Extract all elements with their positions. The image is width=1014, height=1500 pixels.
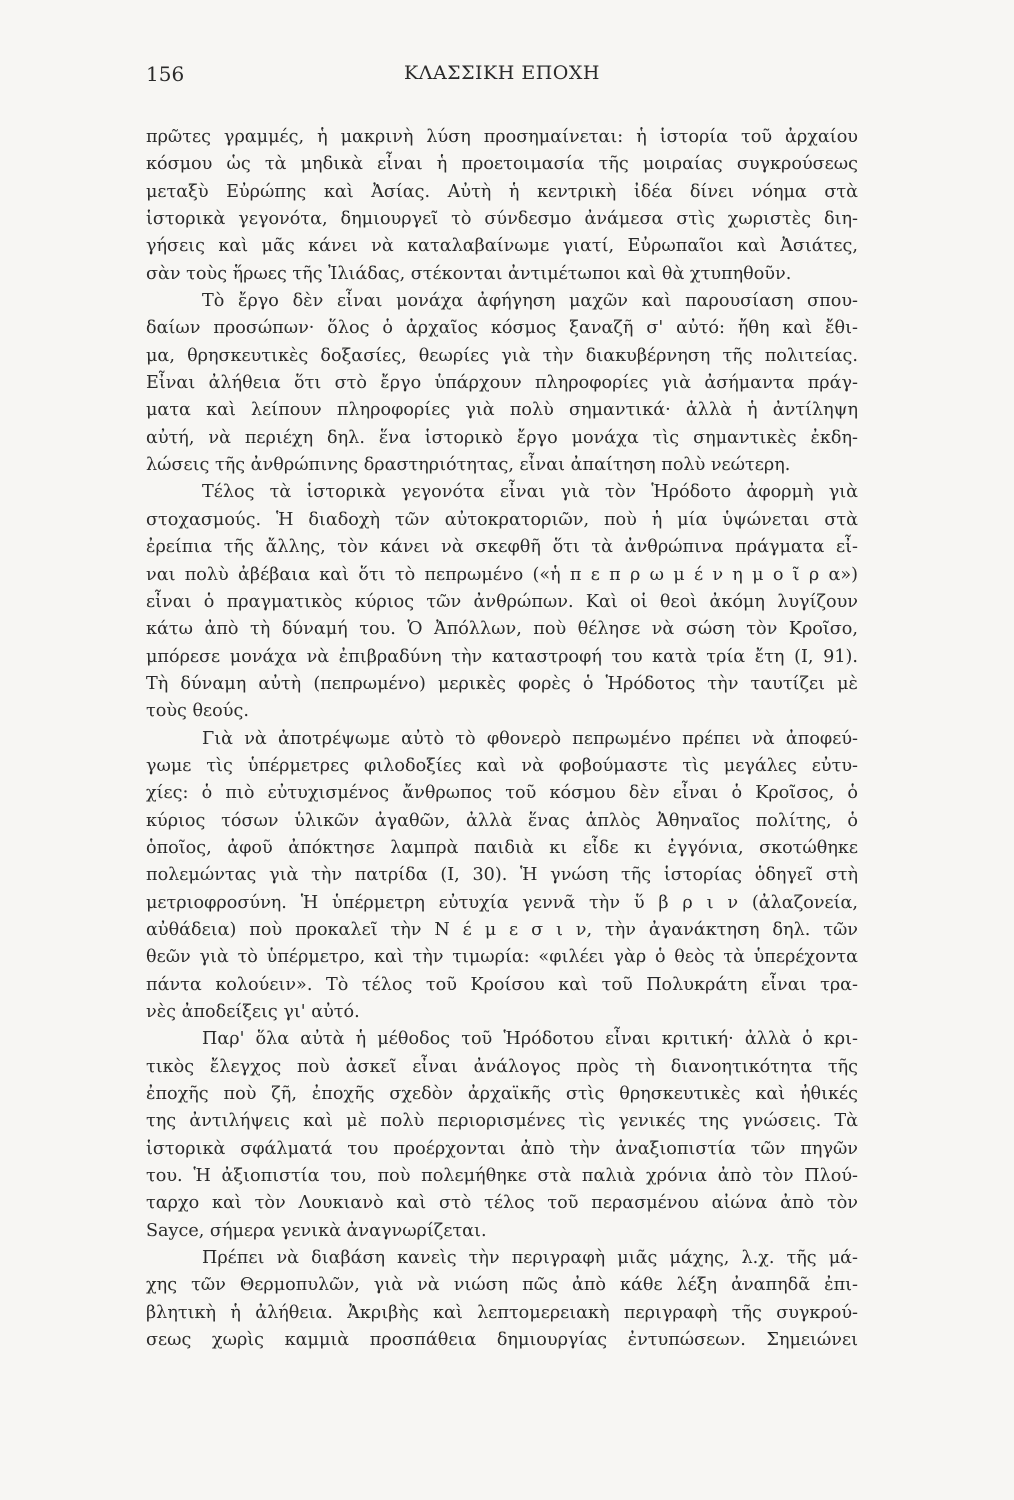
text-line: κύριος τόσων ὑλικῶν ἀγαθῶν, ἀλλὰ ἕνας ἁπλὸς Ἀθηναῖος πολίτης, ὁ <box>146 810 858 831</box>
text-line: κόσμου ὡς τὰ μηδικὰ εἶναι ἡ προετοιμασία τῆς μοιραίας συγκρούσεως <box>146 154 858 175</box>
text-line: μεταξὺ Εὐρώπης καὶ Ἀσίας. Αὐτὴ ἡ κεντρικὴ ἰδέα δίνει νόημα στὰ <box>146 181 858 202</box>
text-line: πρῶτες γραμμές, ἡ μακρινὴ λύση προσημαίνεται: ἡ ἱστορία τοῦ ἀρχαίου <box>146 127 858 147</box>
text-line: τικὸς ἔλεγχος ποὺ ἀσκεῖ εἶναι ἀνάλογος πρὸς τὴ διανοητικότητα τῆς <box>146 1056 858 1077</box>
text-line: Τέλος τὰ ἱστορικὰ γεγονότα εἶναι γιὰ τὸν Ἡρόδοτο ἀφορμὴ γιὰ <box>202 482 858 503</box>
body-text <box>146 124 858 1354</box>
text-line: Εἶναι ἀλήθεια ὅτι στὸ ἔργο ὑπάρχουν πληροφορίες γιὰ ἀσήμαντα πράγ- <box>146 373 858 394</box>
page-number: 156 <box>146 62 185 86</box>
text-line: κάτω ἀπὸ τὴ δύναμή του. Ὁ Ἀπόλλων, ποὺ θέλησε νὰ σώση τὸν Κροῖσο, <box>146 619 858 640</box>
text-line: ἱστορικὰ σφάλματά του προέρχονται ἀπὸ τὴν ἀναξιοπιστία τῶν πηγῶν <box>146 1138 858 1159</box>
page-header <box>146 62 858 92</box>
text-line: ὁποῖος, ἀφοῦ ἀπόκτησε λαμπρὰ παιδιὰ κι εἶδε κι ἐγγόνια, σκοτώθηκε <box>146 837 858 858</box>
text-line: πολεμώντας γιὰ τὴν πατρίδα (I, 30). Ἡ γνώση τῆς ἱστορίας ὁδηγεῖ στὴ <box>146 865 858 886</box>
text-line: λώσεις τῆς ἀνθρώπινης δραστηριότητας, εἶναι ἀπαίτηση πολὺ νεώτερη. <box>146 455 791 476</box>
text-line: νὲς ἀποδείξεις γι' αὐτό. <box>146 1002 360 1022</box>
text-line: χης τῶν Θερμοπυλῶν, γιὰ νὰ νιώση πῶς ἀπὸ κάθε λέξη ἀναπηδᾶ ἐπι- <box>146 1275 858 1296</box>
text-line: δαίων προσώπων· ὅλος ὁ ἀρχαῖος κόσμος ξαναζῆ σ' αὐτό: ἤθη καὶ ἔθι- <box>146 318 858 339</box>
text-line: σεως χωρὶς καμμιὰ προσπάθεια δημιουργίας ἐντυπώσεων. Σημειώνει <box>146 1330 858 1351</box>
text-line: εἶναι ὁ πραγματικὸς κύριος τῶν ἀνθρώπων. Καὶ οἱ θεοὶ ἀκόμη λυγίζουν <box>146 591 858 612</box>
text-line: Τὸ ἔργο δὲν εἶναι μονάχα ἀφήγηση μαχῶν καὶ παρουσίαση σπου- <box>202 291 858 312</box>
text-line: πάντα κολούειν». Τὸ τέλος τοῦ Κροίσου καὶ τοῦ Πολυκράτη εἶναι τρα- <box>146 974 858 995</box>
text-line: Παρ' ὅλα αὐτὰ ἡ μέθοδος τοῦ Ἡρόδοτου εἶναι κριτική· ἀλλὰ ὁ κρι- <box>202 1029 858 1050</box>
running-head: ΚΛΑΣΣΙΚΗ ΕΠΟΧΗ <box>404 62 600 84</box>
text-line: ναι πολὺ ἀβέβαια καὶ ὅτι τὸ πεπρωμένο («ἡ π ε π ρ ω μ έ ν η μ ο ῖ ρ α») <box>146 564 858 585</box>
text-line: Γιὰ νὰ ἀποτρέψωμε αὐτὸ τὸ φθονερὸ πεπρωμένο πρέπει νὰ ἀποφεύ- <box>202 728 858 749</box>
text-line: γήσεις καὶ μᾶς κάνει νὰ καταλαβαίνωμε γιατί, Εὐρωπαῖοι καὶ Ἀσιάτες, <box>146 236 858 257</box>
text-line: στοχασμούς. Ἡ διαδοχὴ τῶν αὐτοκρατοριῶν, ποὺ ἡ μία ὑψώνεται στὰ <box>146 509 858 530</box>
text-line: ταρχο καὶ τὸν Λουκιανὸ καὶ στὸ τέλος τοῦ περασμένου αἰώνα ἀπὸ τὸν <box>146 1193 858 1214</box>
text-line: της ἀντιλήψεις καὶ μὲ πολὺ περιορισμένες τὶς γενικές της γνώσεις. Τὰ <box>146 1111 858 1132</box>
text-line: χίες: ὁ πιὸ εὐτυχισμένος ἄνθρωπος τοῦ κόσμου δὲν εἶναι ὁ Κροῖσος, ὁ <box>146 783 858 804</box>
text-line: βλητικὴ ἡ ἀλήθεια. Ἀκριβὴς καὶ λεπτομερειακὴ περιγραφὴ τῆς συγκρού- <box>146 1302 858 1323</box>
text-line: Πρέπει νὰ διαβάση κανεὶς τὴν περιγραφὴ μιᾶς μάχης, λ.χ. τῆς μά- <box>202 1248 858 1269</box>
text-line: του. Ἡ ἀξιοπιστία του, ποὺ πολεμήθηκε στὰ παλιὰ χρόνια ἀπὸ τὸν Πλού- <box>146 1166 858 1187</box>
text-line: ἐρείπια τῆς ἄλλης, τὸν κάνει νὰ σκεφθῆ ὅτι τὰ ἀνθρώπινα πράγματα εἶ- <box>146 537 858 558</box>
text-line: μπόρεσε μονάχα νὰ ἐπιβραδύνη τὴν καταστροφή του κατὰ τρία ἔτη (I, 91). <box>146 646 858 667</box>
text-line: μετριοφροσύνη. Ἡ ὑπέρμετρη εὐτυχία γεννᾶ τὴν ὕ β ρ ι ν (ἀλαζονεία, <box>146 892 858 913</box>
text-line: Sayce, σήμερα γενικὰ ἀναγνωρίζεται. <box>146 1220 487 1241</box>
text-line: μα, θρησκευτικὲς δοξασίες, θεωρίες γιὰ τὴν διακυβέρνηση τῆς πολιτείας. <box>146 345 858 366</box>
text-line: αὐθάδεια) ποὺ προκαλεῖ τὴν Ν έ μ ε σ ι ν, τὴν ἀγανάκτηση δηλ. τῶν <box>146 919 858 940</box>
text-line: θεῶν γιὰ τὸ ὑπέρμετρο, καὶ τὴν τιμωρία: «φιλέει γὰρ ὁ θεὸς τὰ ὑπερέχοντα <box>146 947 858 968</box>
text-line: ματα καὶ λείπουν πληροφορίες γιὰ πολὺ σημαντικά· ἀλλὰ ἡ ἀντίληψη <box>146 400 858 421</box>
text-line: σὰν τοὺς ἥρωες τῆς Ἰλιάδας, στέκονται ἀντιμέτωποι καὶ θὰ χτυπηθοῦν. <box>146 263 792 284</box>
text-line: ἐποχῆς ποὺ ζῆ, ἐποχῆς σχεδὸν ἀρχαϊκῆς στὶς θρησκευτικὲς καὶ ἠθικές <box>146 1084 858 1105</box>
text-line: ἱστορικὰ γεγονότα, δημιουργεῖ τὸ σύνδεσμο ἀνάμεσα στὶς χωριστὲς διη- <box>146 209 858 230</box>
text-line: αὐτή, νὰ περιέχη δηλ. ἕνα ἱστορικὸ ἔργο μονάχα τὶς σημαντικὲς ἐκδη- <box>146 427 858 448</box>
text-line: Τὴ δύναμη αὐτὴ (πεπρωμένο) μερικὲς φορὲς ὁ Ἡρόδοτος τὴν ταυτίζει μὲ <box>146 673 858 694</box>
text-line: γωμε τὶς ὑπέρμετρες φιλοδοξίες καὶ νὰ φοβούμαστε τὶς μεγάλες εὐτυ- <box>146 755 858 776</box>
text-line: τοὺς θεούς. <box>146 701 249 722</box>
